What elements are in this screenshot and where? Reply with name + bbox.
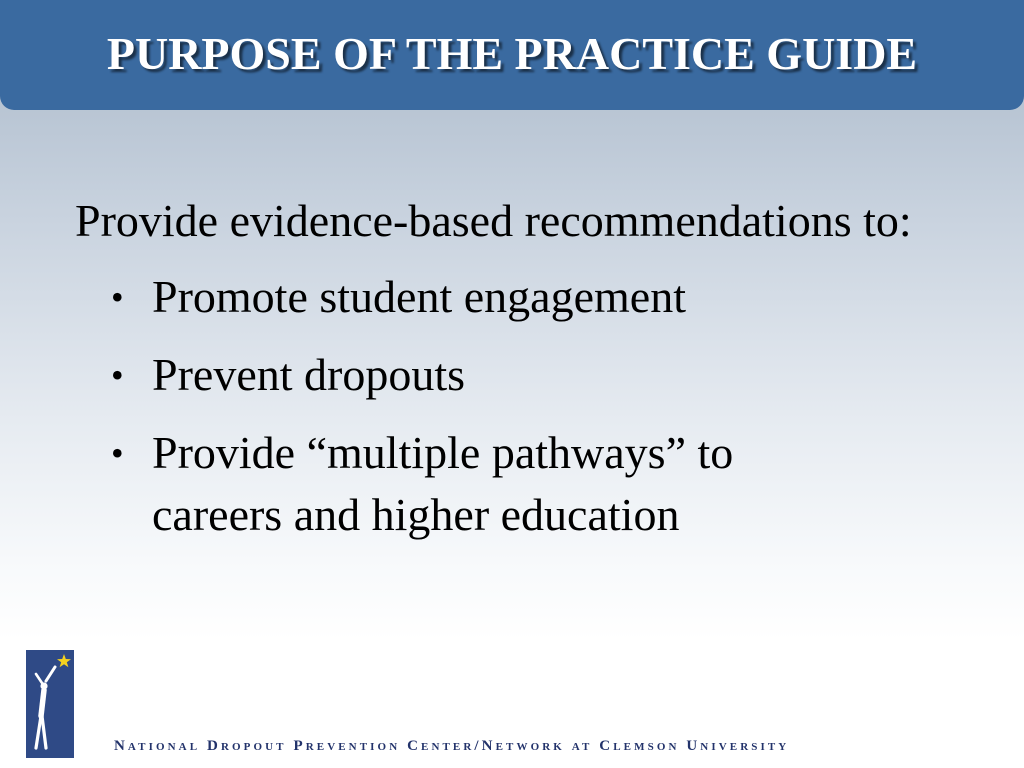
slide-content [75,190,975,562]
bullet-icon: • [111,355,124,395]
bullet-item [75,266,812,328]
reaching-figure-star-logo-icon [26,650,74,758]
bullet-icon: • [111,277,124,317]
bullet-text: Prevent dropouts [152,349,466,400]
bullet-icon: • [111,433,124,473]
bullet-item [75,422,812,546]
bullet-item [75,344,812,406]
bullet-list [75,266,975,546]
footer-organization-text: National Dropout Prevention Center/Network at Clemson University [114,738,790,754]
intro-text: Provide evidence-based recommendations to: [75,195,912,246]
title-bar [0,0,1024,110]
bullet-text: Promote student engagement [152,271,686,322]
slide-title: PURPOSE OF THE PRACTICE GUIDE [106,28,918,79]
bullet-text: Provide “multiple pathways” to careers and higher education [152,427,734,540]
